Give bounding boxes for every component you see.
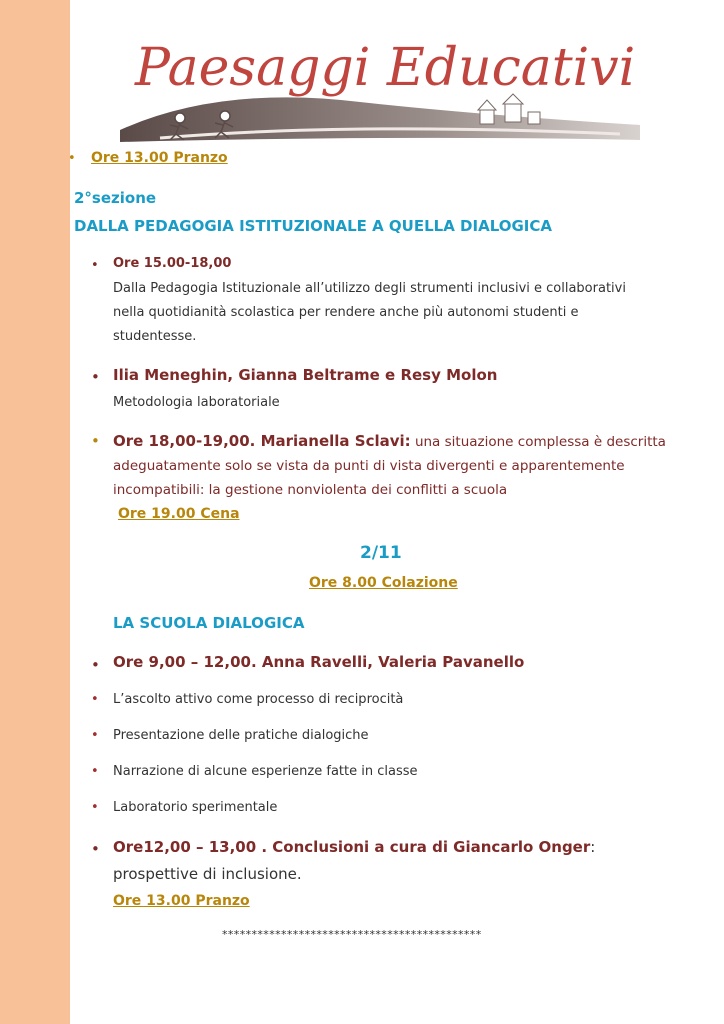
session-time-2: Ore 18,00-19,00. Marianella Sclavi: [113,432,411,450]
bullet-dot: • [91,692,99,707]
bullet-dot: • [91,258,99,273]
session-desc-1-line-2: nella quotidianità scolastica per rendere anche più autonomi studenti e [113,305,579,320]
paesaggi-educativi-logo [100,30,645,150]
bullet-dot: • [68,151,76,166]
bullet-dot: • [91,764,99,779]
bullet-dot: • [91,840,100,858]
session-desc-1-line-1: Dalla Pedagogia Istituzionale all’utilizzo degli strumenti inclusivi e collaborativi [113,281,626,296]
prospettive-text: prospettive di inclusione. [113,865,302,883]
colazione-link[interactable]: Ore 8.00 Colazione [309,575,458,591]
list-item: Laboratorio sperimentale [113,800,278,815]
session-desc-2-line-3: incompatibili: la gestione nonviolenta dei conflitti a scuola [113,482,508,498]
date-heading: 2/11 [360,543,402,563]
scuola-heading: LA SCUOLA DIALOGICA [113,614,305,632]
session-desc-1-line-3: studentesse. [113,329,197,344]
list-item: Narrazione di alcune esperienze fatte in classe [113,764,418,779]
pranzo-link-1[interactable]: Ore 13.00 Pranzo [91,150,228,166]
colon: : [590,838,596,856]
bullet-dot: • [91,432,100,450]
session-time-3: Ore 9,00 – 12,00. Anna Ravelli, Valeria Pavanello [113,653,525,671]
pranzo-link-2[interactable]: Ore 13.00 Pranzo [113,893,250,909]
session-2-line-1 [113,429,666,454]
speakers-1: Ilia Meneghin, Gianna Beltrame e Resy Molon [113,366,498,384]
list-item: L’ascolto attivo come processo di reciprocità [113,692,404,707]
bullet-dot: • [91,800,99,815]
session-4-line-1 [113,837,595,856]
session-desc-2-line-1: una situazione complessa è descritta [410,434,666,450]
session-desc-2-line-2: adeguatamente solo se vista da punti di vista divergenti e apparentemente [113,458,625,474]
methodology: Metodologia laboratoriale [113,395,280,410]
bullet-dot: • [91,728,99,743]
left-decorative-band [0,0,70,1024]
session-time-4: Ore12,00 – 13,00 . Conclusioni a cura di Giancarlo Onger [113,838,591,856]
bullet-dot: • [91,368,100,386]
logo-text: Paesaggi Educativi [135,38,636,98]
section-number: 2°sezione [74,189,157,207]
stars-divider: ******************************************** [222,928,482,941]
section-title: DALLA PEDAGOGIA ISTITUZIONALE A QUELLA DIALOGICA [74,217,552,235]
list-item: Presentazione delle pratiche dialogiche [113,728,369,743]
session-time-1: Ore 15.00-18,00 [113,256,232,271]
bullet-dot: • [91,656,100,674]
cena-link[interactable]: Ore 19.00 Cena [118,506,240,522]
